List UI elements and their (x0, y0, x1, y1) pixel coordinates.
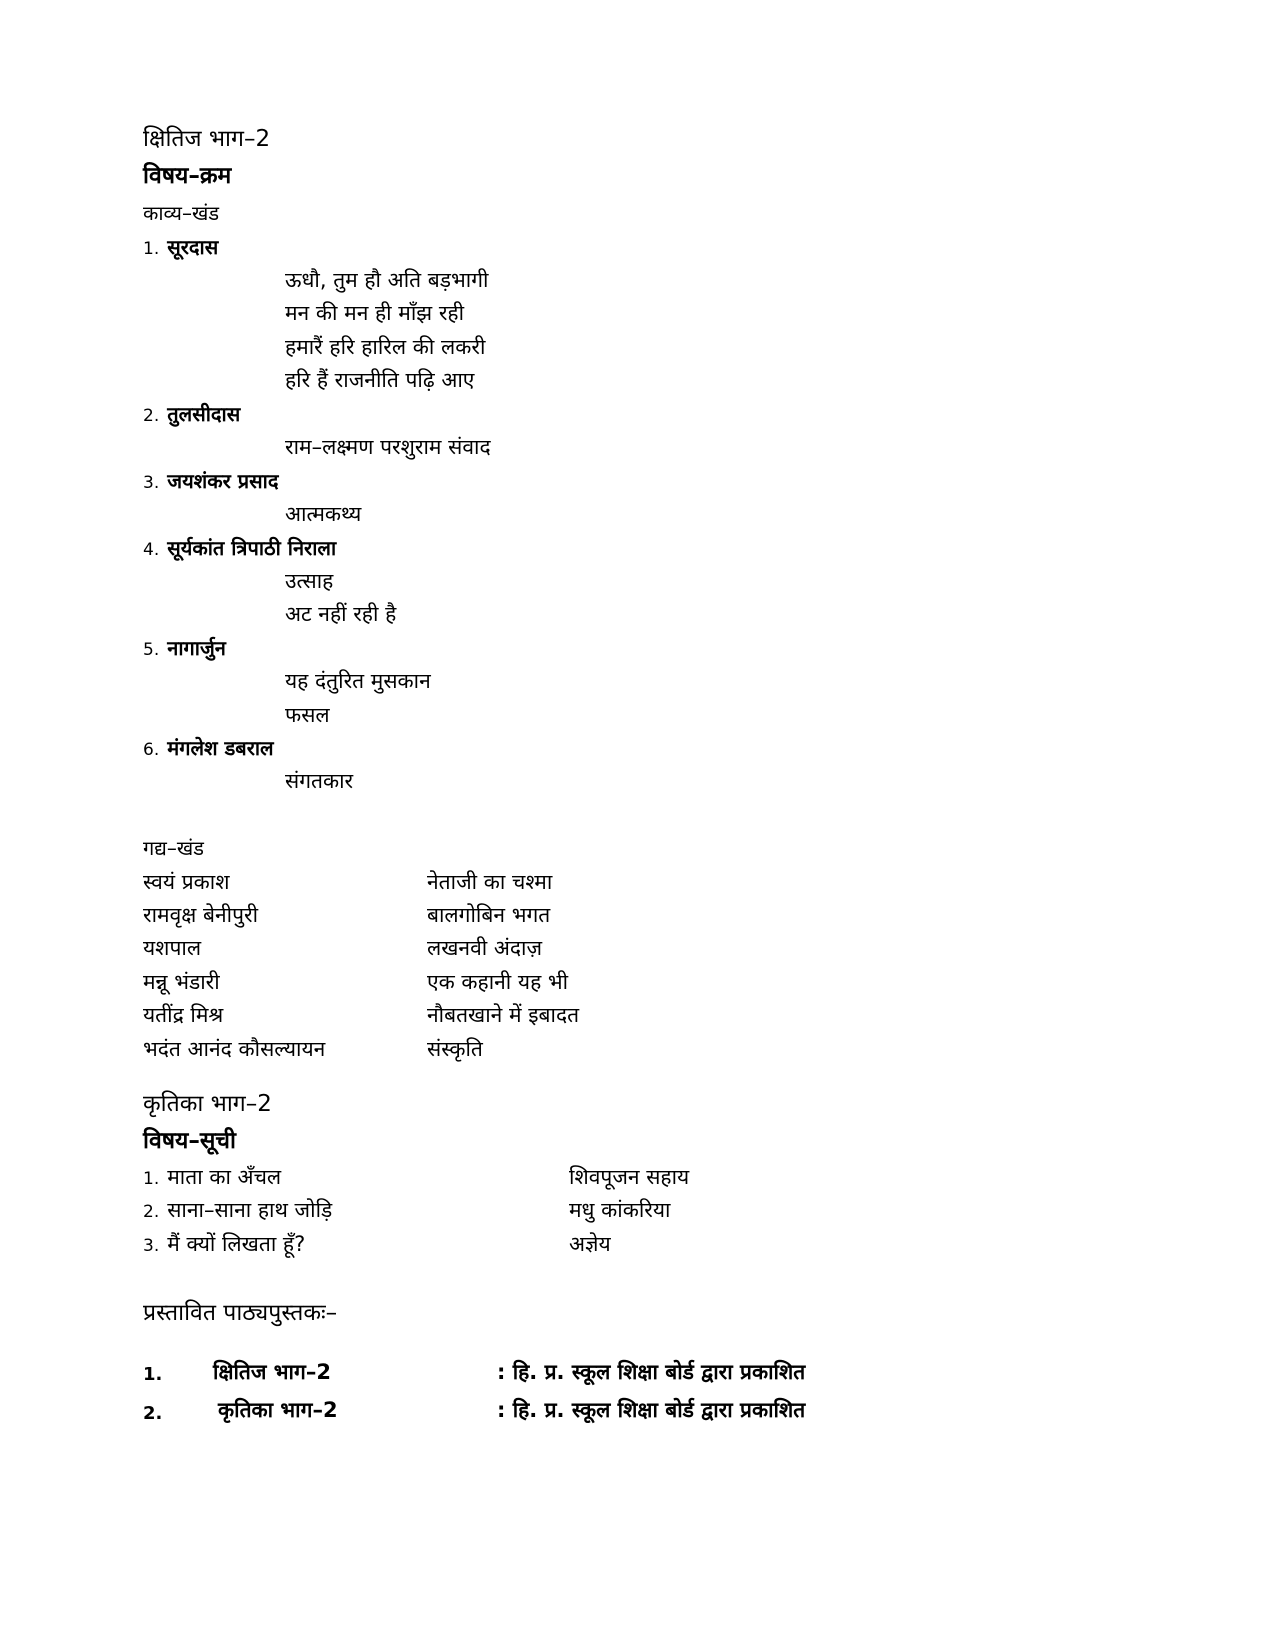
poet-name: मंगलेश डबराल (167, 736, 274, 760)
poem-title: फसल (285, 703, 330, 727)
kritika-item-3 (143, 1234, 305, 1255)
poet-1 (143, 237, 218, 258)
gadya-work: संस्कृति (427, 1037, 483, 1061)
poet-6 (143, 738, 274, 759)
item-title: माता का अँचल (167, 1165, 282, 1189)
poet-number: 6. (143, 740, 160, 760)
poet-3 (143, 471, 278, 492)
poet-5 (143, 638, 226, 659)
kritika-subtitle: विषय–सूची (143, 1128, 236, 1154)
item-number: 3. (143, 1236, 160, 1256)
book-name: क्षितिज भाग–2 (213, 1360, 331, 1384)
book-number: 2. (143, 1403, 163, 1424)
poem-title: आत्मकथ्य (285, 502, 362, 526)
poet-number: 1. (143, 239, 160, 259)
item-title: साना–साना हाथ जोड़ि (167, 1198, 333, 1222)
item-title: मैं क्यों लिखता हूँ? (167, 1232, 306, 1256)
gadya-author: मन्नू भंडारी (143, 970, 220, 994)
poem-title: मन की मन ही माँझ रही (285, 301, 465, 325)
gadya-author: स्वयं प्रकाश (143, 870, 230, 894)
poet-name: नागार्जुन (167, 636, 226, 660)
kritika-item-1 (143, 1167, 281, 1188)
book-publisher: : हि. प्र. स्कूल शिक्षा बोर्ड द्वारा प्रकाशित (497, 1398, 806, 1422)
gadya-author: रामवृक्ष बेनीपुरी (143, 903, 259, 927)
gadya-author: यशपाल (143, 936, 202, 960)
item-number: 1. (143, 1169, 160, 1189)
poet-name: तुलसीदास (167, 402, 241, 426)
poem-title: यह दंतुरित मुसकान (285, 669, 431, 693)
poet-name: सूर्यकांत त्रिपाठी निराला (167, 536, 337, 560)
gadya-work: नौबतखाने में इबादत (427, 1003, 580, 1027)
poem-title: अट नहीं रही है (285, 602, 397, 626)
poem-title: हरि हैं राजनीति पढ़ि आए (285, 368, 475, 392)
book-publisher: : हि. प्र. स्कूल शिक्षा बोर्ड द्वारा प्रकाशित (497, 1360, 806, 1384)
gadya-author: भदंत आनंद कौसल्यायन (143, 1037, 326, 1061)
kritika-author: शिवपूजन सहाय (569, 1165, 690, 1189)
poem-title: संगतकार (285, 769, 354, 793)
poem-title: राम–लक्ष्मण परशुराम संवाद (285, 435, 491, 459)
book-number: 1. (143, 1364, 163, 1385)
gadya-work: बालगोबिन भगत (427, 903, 551, 927)
poet-name: जयशंकर प्रसाद (167, 469, 279, 493)
proposed-heading: प्रस्तावित पाठ्यपुस्तकः– (143, 1300, 338, 1326)
poet-number: 3. (143, 473, 160, 493)
kavya-heading: काव्य–खंड (143, 201, 220, 225)
poet-number: 4. (143, 540, 160, 560)
gadya-heading: गद्य–खंड (143, 836, 204, 860)
kritika-author: अज्ञेय (569, 1232, 611, 1256)
kshitij-subtitle: विषय–क्रम (143, 163, 232, 189)
poet-4 (143, 538, 336, 559)
gadya-work: एक कहानी यह भी (427, 970, 569, 994)
poet-2 (143, 404, 240, 425)
book-name: कृतिका भाग–2 (218, 1398, 338, 1422)
kritika-title: कृतिका भाग–2 (143, 1091, 272, 1117)
item-number: 2. (143, 1202, 160, 1222)
poet-name: सूरदास (167, 235, 219, 259)
poet-number: 2. (143, 406, 160, 426)
gadya-author: यतींद्र मिश्र (143, 1003, 224, 1027)
kshitij-title: क्षितिज भाग–2 (143, 126, 271, 152)
kritika-author: मधु कांकरिया (569, 1198, 671, 1222)
poem-title: ऊधौ, तुम हौ अति बड़भागी (285, 268, 489, 292)
poem-title: हमारैं हरि हारिल की लकरी (285, 335, 486, 359)
kritika-item-2 (143, 1200, 332, 1221)
poet-number: 5. (143, 640, 160, 660)
gadya-work: लखनवी अंदाज़ (427, 936, 543, 960)
gadya-work: नेताजी का चश्मा (427, 870, 553, 894)
poem-title: उत्साह (285, 569, 334, 593)
